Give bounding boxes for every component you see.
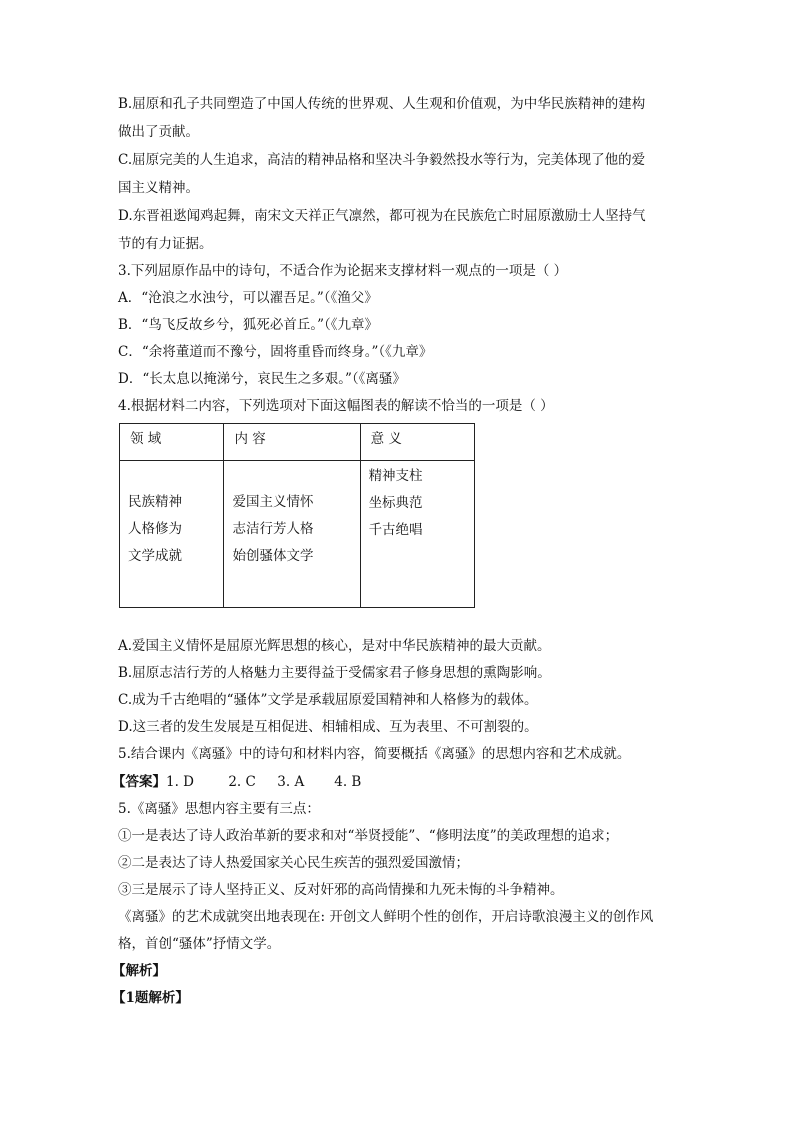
table-cell-text: 文学成就 [128,548,182,564]
answer-5-point-3: ③三是展示了诗人坚持正义、反对奸邪的高尚情操和九死未悔的斗争精神。 [118,882,564,898]
table-cell-text: 人格修为 [128,521,182,537]
table-header-cell: 意 义 [360,424,474,461]
q3-option-b: B．“鸟飞反故乡兮，狐死必首丘。”（《九章》 [118,317,378,333]
q4-option-d: D.这三者的发生发展是互相促进、相辅相成、互为表里、不可割裂的。 [118,719,538,735]
answer-label: 【答案】 [112,774,166,790]
chart-table [119,423,475,608]
q3-option-d: D．“长太息以掩涕兮，哀民生之多艰。”（《离骚》 [118,371,406,387]
table-cell-text: 志洁行芳人格 [232,521,314,537]
table-cell-text: 精神支柱 [368,468,423,484]
answer-values: 1. D 2. C 3. A 4. B [166,774,362,790]
table-header-cell: 内 容 [224,424,360,461]
option-c-line-1: C.屈原完美的人生追求，高洁的精神品格和坚决斗争毅然投水等行为，完美体现了他的爱 [118,152,646,168]
option-d-line-1: D.东晋祖逖闻鸡起舞，南宋文天祥正气凛然，都可视为在民族危亡时屈原激励士人坚持气 [118,208,646,224]
table-cell-text: 千古绝唱 [368,522,423,538]
option-d-line-2: 节的有力证据。 [118,236,213,252]
q3-option-a: A．“沧浪之水浊兮，可以濯吾足。”（《渔父》 [118,290,378,306]
table-cell-content [224,461,360,608]
q3-option-c: C．“余将董道而不豫兮，固将重昏而终身。”（《九章》 [118,344,433,360]
answer-5-art-line-2: 格，首创“骚体”抒情文学。 [118,936,281,952]
table-cell-text: 始创骚体文学 [232,548,314,564]
analysis-heading: 【解析】 [112,963,166,979]
option-b-line-1: B.屈原和孔子共同塑造了中国人传统的世界观、人生观和价值观，为中华民族精神的建构 [118,96,646,112]
answer-5-point-2: ②二是表达了诗人热爱国家关心民生疾苦的强烈爱国激情； [118,855,469,871]
answer-5-point-1: ①一是表达了诗人政治革新的要求和对“举贤授能”、“修明法度”的美政理想的追求； [118,828,619,844]
question-5: 5.结合课内《离骚》中的诗句和材料内容，简要概括《离骚》的思想内容和艺术成就。 [118,746,631,762]
table-cell-text: 民族精神 [128,494,182,510]
table-header-cell: 领 域 [120,424,224,461]
answer-5-art-line-1: 《离骚》的艺术成就突出地表现在: 开创文人鲜明个性的创作，开启诗歌浪漫主义的创作风 [118,909,654,925]
option-b-line-2: 做出了贡献。 [118,124,199,140]
analysis-subheading: 【1题解析】 [112,990,189,1006]
q4-option-b: B.屈原志洁行芳的人格魅力主要得益于受儒家君子修身思想的熏陶影响。 [118,665,551,681]
q4-option-a: A.爱国主义情怀是屈原光辉思想的核心，是对中华民族精神的最大贡献。 [118,638,551,654]
table-cell-text: 坐标典范 [368,495,423,511]
table-header-row [120,424,475,461]
table-row [120,461,475,608]
table-cell-domain [120,461,224,608]
question-4: 4.根据材料二内容，下列选项对下面这幅图表的解读不恰当的一项是（ ） [118,398,554,414]
answer-5-intro: 5.《离骚》思想内容主要有三点： [118,801,320,817]
table-cell-meaning [360,461,474,608]
question-3: 3.下列屈原作品中的诗句，不适合作为论据来支撑材料一观点的一项是（ ） [118,263,568,279]
q4-option-c: C.成为千古绝唱的“骚体”文学是承载屈原爱国精神和人格修为的载体。 [118,692,538,708]
option-c-line-2: 国主义精神。 [118,180,199,196]
answer-line [112,773,672,791]
table-cell-text: 爱国主义情怀 [232,494,314,510]
